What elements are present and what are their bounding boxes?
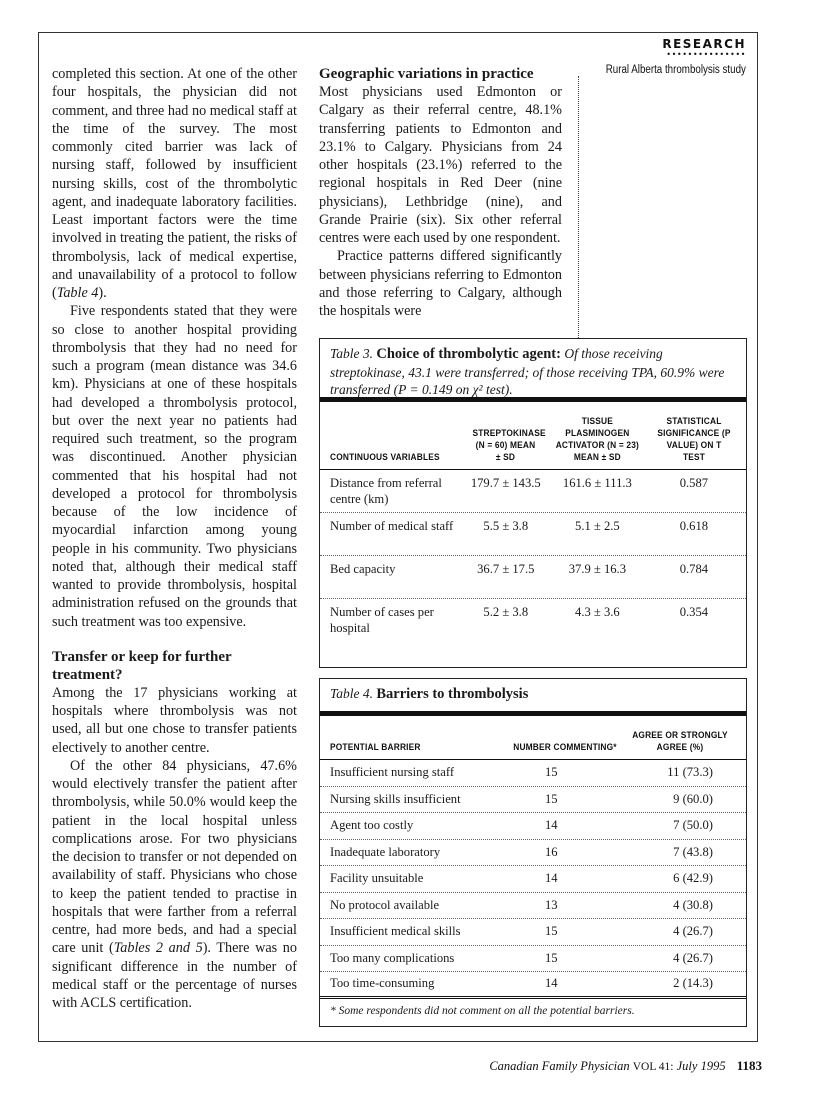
column-header: POTENTIAL BARRIER [330, 742, 421, 753]
paragraph: completed this section. At one of the other four hospitals, the physician did not comment, and three had no medical staff at the time of the survey. The most commonly cited barrier was lack of nursing staff, followed by insufficient nursing skills, cost of the thrombolytic agent, and inadequate laboratory facilities. Least important factors were the time involved in treating the patient, the risks of thrombolysis, lack of medical expertise, and unavailability of a protocol to follow (Table 4). [52, 66, 297, 301]
table-row: Facility unsuitable 14 6 (42.9) [320, 866, 746, 893]
table-3 [319, 338, 747, 668]
table-header-row [320, 716, 746, 760]
table-row: Insufficient medical skills 15 4 (26.7) [320, 919, 746, 946]
table-caption: Table 4. Barriers to thrombolysis [330, 686, 529, 702]
page-header [581, 37, 746, 76]
column-header: NUMBER COMMENTING* [513, 742, 617, 753]
table-header-row [320, 402, 746, 470]
table-reference: Table 4 [56, 285, 99, 301]
paragraph: Most physicians used Edmonton or Calgary as their referral centre, 48.1% transferring patients to Edmonton and 23.1% to Calgary. Physicians from 24 other hospitals (23.1%) referred to the regional hospitals in Red Deer (nine physicians), Lethbridge (nine), and Grande Prairie (six). Six other referral centres were each used by one respondent. [319, 84, 562, 246]
paragraph: Five respondents stated that they were so close to another hospital providing thrombolysis that they had no need for such a program (mean distance was 34.6 km). Physicians at one of these hospitals had developed a thrombolysis protocol, but over the next year no patients had required such treatment, so the program was discontinued. Another physician commented that his hospital had not developed a protocol for thrombolysis because of the low incidence of myocardial infarction among young people in his community. Two physicians noted that, although their medical staff wanted to provide thrombolysis, hospital administration refused on the grounds that such treatment was too expensive. [52, 303, 297, 630]
paragraph: Practice patterns differed significantly between physicians referring to Edmonton and those referring to Calgary, although the hospitals were [319, 248, 562, 319]
column-2 [319, 65, 562, 320]
table-row: Agent too costly 14 7 (50.0) [320, 813, 746, 840]
table-row: No protocol available 13 4 (30.8) [320, 893, 746, 920]
table-row: Inadequate laboratory 16 7 (43.8) [320, 840, 746, 867]
volume: VOL 41: [632, 1061, 674, 1073]
column-divider [578, 76, 579, 338]
issue-date: July 1995 [676, 1059, 726, 1073]
section-heading: Geographic variations in practice [319, 66, 534, 82]
column-header: AGREE OR STRONGLY AGREE (%) [632, 730, 728, 753]
table-caption: Table 3. Choice of thrombolytic agent: Of those receiving streptokinase, 43.1 were transferred; of those receiving TPA, 60.9% were transferred (P = 0.149 on χ² test). [330, 346, 725, 397]
column-header: CONTINUOUS VARIABLES [330, 452, 440, 463]
table-footnote: * Some respondents did not comment on all the potential barriers. [330, 1004, 635, 1017]
table-body [320, 760, 746, 999]
table-row: Number of cases per hospital 5.2 ± 3.8 4.3 ± 3.6 0.354 [330, 605, 709, 635]
table-row: Nursing skills insufficient 15 9 (60.0) [320, 787, 746, 814]
section-heading: Transfer or keep for further treatment? [52, 648, 232, 683]
table-row: Too many complications 15 4 (26.7) [320, 946, 746, 973]
table-row: Distance from referral centre (km) 179.7 ± 143.5 161.6 ± 111.3 0.587 [320, 470, 746, 513]
table-row: Insufficient nursing staff 15 11 (73.3) [320, 760, 746, 787]
page-number: 1183 [736, 1058, 762, 1073]
section-dots: ••••••••••••••• [666, 50, 746, 59]
table-row: Too time-consuming 14 2 (14.3) [320, 972, 746, 999]
column-header: TISSUE PLASMINOGEN ACTIVATOR (N = 23) MEAN ± SD [556, 416, 640, 463]
column-header: STREPTOKINASE (N = 60) MEAN ± SD [472, 428, 547, 463]
journal-name: Canadian Family Physician [489, 1059, 630, 1073]
section-label: RESEARCH [662, 37, 746, 51]
column-1 [52, 65, 297, 1012]
running-title: Rural Alberta thrombolysis study [605, 64, 746, 76]
paragraph: Of the other 84 physicians, 47.6% would electively transfer the patient after thrombolysis, while 50.0% would keep the patient in the local hospital unless complications arose. For two physicians the decision to transfer or not depended on availability of staff. Physicians who chose to keep the patient tended to practise in hospitals that were farther from a referral centre, had more beds, and had a special care unit (Tables 2 and 5). There was no significant difference in the number of medical staff or the percentage of nurses with ACLS certification. [52, 757, 297, 1011]
table-body [320, 470, 746, 642]
table-row: Number of medical staff 5.5 ± 3.8 5.1 ± 2.5 0.618 [320, 513, 746, 556]
table-reference: Tables 2 and 5 [113, 940, 203, 957]
paragraph: Among the 17 physicians working at hospitals where thrombolysis was not used, all but one chose to transfer patients electively to another centre. [52, 684, 297, 756]
page-footer [489, 1058, 762, 1074]
table-4 [319, 678, 747, 1027]
column-header: STATISTICAL SIGNIFICANCE (P VALUE) ON T TEST [657, 416, 731, 463]
table-row: Bed capacity 36.7 ± 17.5 37.9 ± 16.3 0.784 [320, 556, 746, 599]
